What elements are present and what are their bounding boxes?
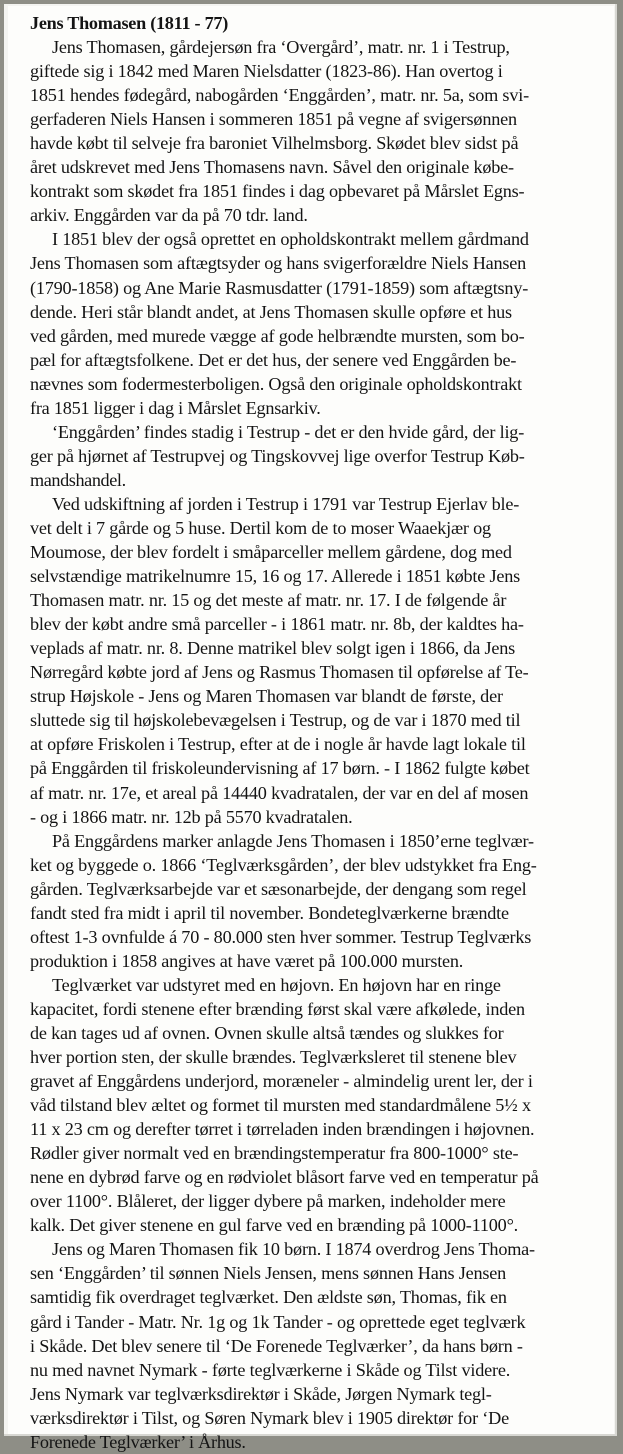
paragraph-first-line: Jens og Maren Thomasen fik 10 børn. I 1874 overdrog Jens Thoma- [52,1239,535,1260]
paragraph-line: Jens Thomasen som aftægtsyder og hans svigerforældre Niels Hansen [30,253,527,274]
paragraph-line: Nørregård købte jord af Jens og Rasmus Thomasen til opførelse af Te- [30,662,529,683]
paragraph-line: året udskrevet med Jens Thomasens navn. Såvel den originale købe- [30,157,514,178]
paragraph-line: de kan tages ud af ovnen. Ovnen skulle altså tændes og slukkes for [30,1022,504,1043]
paragraph [30,227,605,419]
paragraph-line: gård i Tander - Matr. Nr. 1g og 1k Tander - og oprettede eget teglværk [30,1311,526,1332]
paragraph-first-line: På Enggårdens marker anlagde Jens Thomasen i 1850’erne teglvær- [52,830,534,851]
paragraph [30,973,605,1238]
paragraph-line: samtidig fik overdraget teglværket. Den ældste søn, Thomas, fik en [30,1287,507,1308]
paragraph-line: i Skåde. Det blev senere til ‘De Forenede Teglværker’, da hans børn - [30,1335,523,1356]
paragraph-line: Jens Nymark var teglværksdirektør i Skåde, Jørgen Nymark tegl- [30,1383,492,1404]
paragraph-line: på Enggården til friskoleundervisning af 17 børn. - I 1862 fulgte købet [30,758,530,779]
paragraph-line: ger på hjørnet af Testrupvej og Tingskovvej lige overfor Testrup Køb- [30,445,525,466]
paragraph-line: dende. Heri står blandt andet, at Jens Thomasen skulle opføre et hus [30,301,512,322]
paragraph-line: gerfaderen Niels Hansen i sommeren 1851 på vegne af svigersønnen [30,109,517,130]
paragraphs [30,35,605,1454]
paragraph-line: produktion i 1858 angives at have været på 100.000 mursten. [30,950,464,971]
paragraph-line: - og i 1866 matr. nr. 12b på 5570 kvadratalen. [30,806,353,827]
scanned-page [8,6,614,1452]
paragraph-line: pæl for aftægtsfolkene. Det er det hus, der senere ved Enggården be- [30,349,517,370]
paragraph-line: sen ‘Enggården’ til sønnen Niels Jensen, mens sønnen Hans Jensen [30,1263,507,1284]
paragraph-line: kapacitet, fordi stenene efter brænding først skal være afkølede, inden [30,998,525,1019]
paragraph-line: over 1100°. Blåleret, der ligger dybere på marken, indeholder mere [30,1191,506,1212]
paragraph-line: ket og byggede o. 1866 ‘Teglværksgården’, der blev udstykket fra Eng- [30,854,537,875]
paragraph-line: mandshandel. [30,469,126,490]
paragraph [30,35,605,227]
paragraph-line: fra 1851 ligger i dag i Mårslet Egnsarkiv. [30,397,321,418]
paragraph-line: havde købt til selveje fra baroniet Vilhelmsborg. Skødet blev sidst på [30,133,519,154]
paragraph-line: strup Højskole - Jens og Maren Thomasen var blandt de første, der [30,686,503,707]
paragraph-line: Forenede Teglværker’ i Århus. [30,1431,246,1452]
paragraph-line: kalk. Det giver stenene en gul farve ved en brænding på 1000-1100°. [30,1215,519,1236]
paragraph-line: af matr. nr. 17e, et areal på 14440 kvadratalen, der var en del af mosen [30,782,529,803]
paragraph-line: Moumose, der blev fordelt i småparceller mellem gårdene, dog med [30,542,512,563]
paragraph-line: fandt sted fra midt i april til november. Bondeteglværkerne brændte [30,902,509,923]
paragraph-first-line: Teglværket var udstyret med en højovn. En højovn har en ringe [52,974,501,995]
paragraph-line: Rødler giver normalt ved en brændingstemperatur fra 800-1000° ste- [30,1143,519,1164]
paragraph-line: veplads af matr. nr. 8. Denne matrikel blev solgt igen i 1866, da Jens [30,638,516,659]
document-title: Jens Thomasen (1811 - 77) [30,13,229,33]
paragraph-line: våd tilstand blev æltet og formet til mursten med standardmålene 5½ x [30,1095,531,1116]
paragraph-line: giftede sig i 1842 med Maren Nielsdatter (1823-86). Han overtog i [30,61,503,82]
paragraph-line: værksdirektør i Tilst, og Søren Nymark blev i 1905 direktør for ‘De [30,1407,509,1428]
paragraph-line: 1851 hendes fødegård, nabogården ‘Enggården’, matr. nr. 5a, som svi- [30,85,529,106]
paragraph-line: arkiv. Enggården var da på 70 tdr. land. [30,205,308,226]
paragraph-line: nene en dybrød farve og en rødviolet blåsort farve ved en temperatur på [30,1167,539,1188]
paragraph-line: ved gården, med murede vægge af gode helbrændte mursten, som bo- [30,325,525,346]
paragraph-line: kontrakt som skødet fra 1851 findes i dag opbevaret på Mårslet Egns- [30,181,525,202]
paragraph-line: sluttede sig til højskolebevægelsen i Testrup, og de var i 1870 med til [30,710,521,731]
paragraph-line: vet delt i 7 gårde og 5 huse. Dertil kom de to moser Waaekjær og [30,517,491,538]
paragraph-first-line: ‘Enggården’ findes stadig i Testrup - det er den hvide gård, der lig- [52,421,525,442]
paragraph-first-line: Jens Thomasen, gårdejersøn fra ‘Overgård’, matr. nr. 1 i Testrup, [52,37,510,58]
paragraph-line: nu med navnet Nymark - førte teglværkerne i Skåde og Tilst videre. [30,1359,511,1380]
paragraph-line: (1790-1858) og Ane Marie Rasmusdatter (1791-1859) som aftægtsny- [30,277,529,298]
document-body [30,11,605,1454]
paragraph-first-line: Ved udskiftning af jorden i Testrup i 1791 var Testrup Ejerlav ble- [52,493,520,514]
paragraph-line: hver portion sten, der skulle brændes. Teglværksleret til stenene blev [30,1047,517,1068]
paragraph-first-line: I 1851 blev der også oprettet en opholdskontrakt mellem gårdmand [52,229,529,250]
paragraph-line: selvstændige matrikelnumre 15, 16 og 17. Allerede i 1851 købte Jens [30,566,521,587]
page-frame [4,4,617,1452]
paragraph-line: 11 x 23 cm og derefter tørret i tørreladen inden brændingen i højovnen. [30,1119,535,1140]
paragraph-line: oftest 1-3 ovnfulde á 70 - 80.000 sten hver sommer. Testrup Teglværks [30,926,532,947]
paragraph-line: gravet af Enggårdens underjord, moræneler - almindelig urent ler, der i [30,1071,533,1092]
paragraph [30,829,605,973]
paragraph-line: nævnes som fodermesterboligen. Også den originale opholdskontrakt [30,373,522,394]
paragraph-line: Thomasen matr. nr. 15 og det meste af matr. nr. 17. I de følgende år [30,590,507,611]
paragraph [30,420,605,492]
paragraph-line: blev der købt andre små parceller - i 1861 matr. nr. 8b, der kaldtes ha- [30,614,524,635]
paragraph [30,492,605,829]
paragraph-line: gården. Teglværksarbejde var et sæsonarbejde, der dengang som regel [30,878,527,899]
paragraph [30,1237,605,1453]
paragraph-line: at opføre Friskolen i Testrup, efter at de i nogle år havde lagt lokale til [30,734,526,755]
